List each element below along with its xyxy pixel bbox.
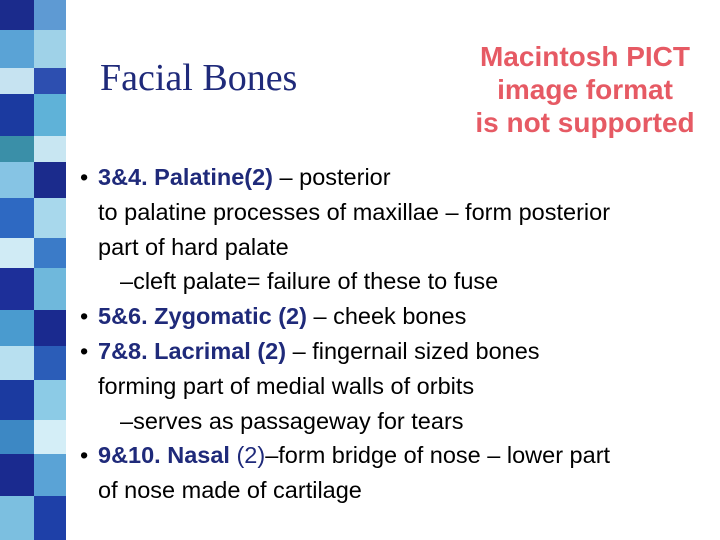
bullet-label: 7&8. Lacrimal (2) bbox=[98, 337, 287, 364]
bullet-label-count: (2) bbox=[229, 442, 266, 469]
bullet-continuation: part of hard palate bbox=[98, 233, 289, 260]
bullet-item-palatine bbox=[80, 160, 720, 264]
stripe-segment bbox=[0, 380, 66, 420]
stripe-segment bbox=[0, 30, 66, 68]
stripe-segment bbox=[0, 454, 66, 496]
bullet-label: 9&10. Nasal bbox=[98, 442, 230, 469]
sub-bullet: –cleft palate= failure of these to fuse bbox=[120, 268, 499, 295]
bullet-item-nasal bbox=[80, 438, 720, 508]
bullet-marker: • bbox=[80, 303, 89, 330]
bullet-list bbox=[80, 160, 720, 508]
bullet-marker: • bbox=[80, 442, 89, 469]
stripe-segment bbox=[0, 496, 66, 540]
bullet-label: 3&4. Palatine(2) bbox=[98, 164, 274, 190]
bullet-item-lacrimal bbox=[80, 334, 720, 404]
stripe-segment bbox=[0, 268, 66, 310]
stripe-segment bbox=[0, 68, 66, 94]
stripe-segment bbox=[0, 136, 66, 162]
placeholder-line: Macintosh PICT bbox=[479, 41, 690, 72]
bullet-marker: • bbox=[80, 164, 89, 190]
bullet-continuation: to palatine processes of maxillae – form posterior bbox=[98, 198, 611, 225]
placeholder-line: is not supported bbox=[475, 107, 695, 138]
bullet-label: 5&6. Zygomatic (2) bbox=[98, 303, 307, 330]
bullet-item-zygomatic bbox=[80, 299, 720, 334]
slide-title: Facial Bones bbox=[100, 57, 298, 99]
stripe-segment bbox=[0, 238, 66, 268]
stripe-segment bbox=[0, 198, 66, 238]
stripe-segment bbox=[0, 310, 66, 346]
bullet-text: – fingernail sized bones bbox=[286, 337, 540, 364]
stripe-segment bbox=[0, 94, 66, 136]
stripe-segment bbox=[0, 346, 66, 380]
bullet-continuation: of nose made of cartilage bbox=[98, 477, 362, 504]
sub-bullet: –serves as passageway for tears bbox=[120, 407, 464, 434]
bullet-text: –form bridge of nose – lower part bbox=[265, 442, 611, 469]
bullet-marker: • bbox=[80, 337, 89, 364]
placeholder-line: image format bbox=[497, 74, 673, 105]
stripe-segment bbox=[0, 0, 66, 30]
bullet-text: – posterior bbox=[273, 164, 391, 190]
stripe-segment bbox=[0, 162, 66, 198]
stripe-segment bbox=[0, 420, 66, 454]
unsupported-image-placeholder bbox=[470, 40, 700, 139]
bullet-text: – cheek bones bbox=[306, 303, 467, 330]
decorative-stripe-bar bbox=[0, 0, 66, 540]
bullet-continuation: forming part of medial walls of orbits bbox=[98, 372, 475, 399]
